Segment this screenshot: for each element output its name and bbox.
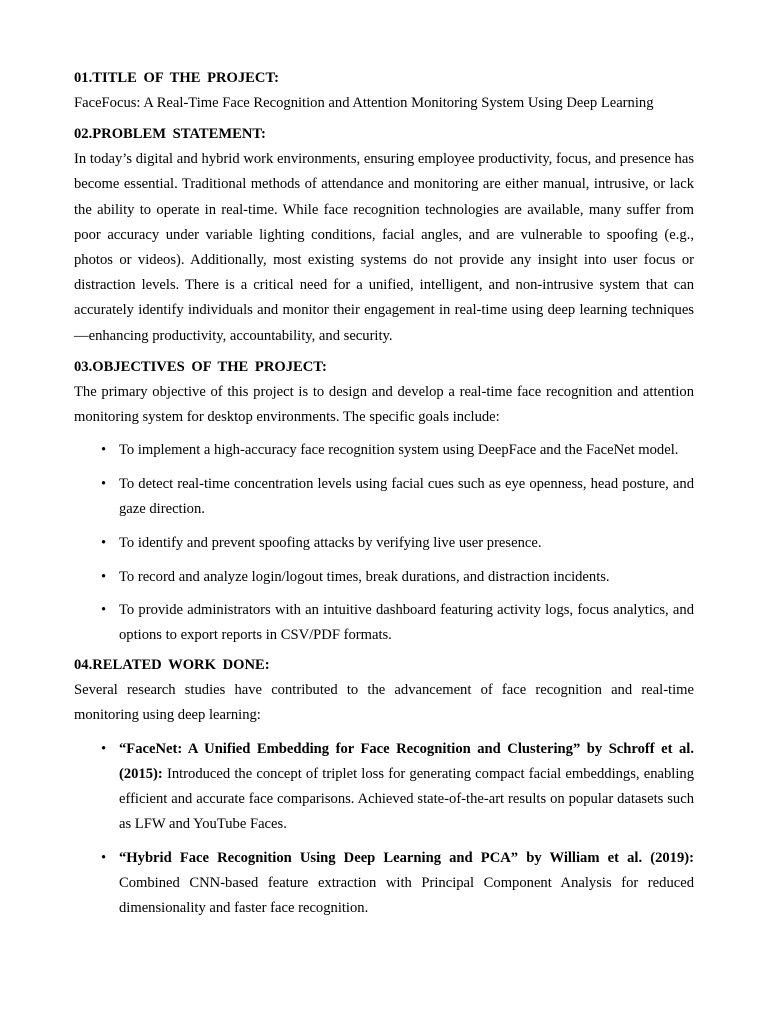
list-item — [101, 846, 694, 922]
work-citation: “Hybrid Face Recognition Using Deep Learning and PCA” by William et al. (2019): — [119, 849, 694, 866]
objectives-intro-paragraph: The primary objective of this project is to design and develop a real-time face recognition and attention monitoring system for desktop environments. The specific goals include: — [74, 383, 694, 426]
bullet-icon: • — [101, 602, 107, 619]
bullet-icon: • — [101, 740, 107, 757]
bullet-icon: • — [101, 442, 107, 459]
section-related-work — [74, 653, 694, 921]
list-item — [101, 472, 694, 522]
bullet-icon: • — [101, 849, 107, 866]
bullet-icon: • — [101, 568, 107, 585]
section-heading-title: 01.TITLE OF THE PROJECT: — [74, 70, 279, 86]
work-description: Combined CNN-based feature extraction with Principal Component Analysis for reduced dimensionality and faster face recognition. — [119, 875, 694, 917]
list-item-text: To provide administrators with an intuitive dashboard featuring activity logs, focus analytics, and options to export reports in CSV/PDF formats. — [119, 602, 694, 644]
work-description: Introduced the concept of triplet loss for generating compact facial embeddings, enabling efficient and accurate face comparisons. Achieved state-of-the-art results on popular datasets such as LFW and YouTube Faces. — [119, 765, 694, 833]
list-item — [101, 565, 694, 590]
list-item-text: To identify and prevent spoofing attacks by verifying live user presence. — [119, 534, 542, 551]
section-heading-problem: 02.PROBLEM STATEMENT: — [74, 126, 266, 143]
section-heading-objectives: 03.OBJECTIVES OF THE PROJECT: — [74, 358, 327, 375]
list-item — [101, 531, 694, 556]
list-item — [101, 598, 694, 648]
list-item-text: To implement a high-accuracy face recognition system using DeepFace and the FaceNet model. — [119, 442, 679, 459]
list-item-text: To detect real-time concentration levels using facial cues such as eye openness, head posture, and gaze direction. — [119, 475, 694, 518]
section-objectives — [74, 355, 694, 649]
related-work-list — [74, 737, 694, 922]
list-item — [101, 438, 694, 463]
section-title — [74, 66, 694, 116]
list-item — [101, 737, 694, 838]
project-title-text: FaceFocus: A Real-Time Face Recognition and Attention Monitoring System Using Deep Learning — [74, 95, 654, 111]
related-work-intro-paragraph: Several research studies have contributed to the advancement of face recognition and real-time monitoring using deep learning: — [74, 682, 694, 724]
section-problem-statement — [74, 122, 694, 349]
work-citation: “FaceNet: A Unified Embedding for Face Recognition and Clustering” by Schroff et al. (2015): — [119, 740, 694, 782]
list-item-text: To record and analyze login/logout times, break durations, and distraction incidents. — [119, 568, 610, 585]
objectives-list — [74, 438, 694, 648]
bullet-icon: • — [101, 534, 107, 551]
problem-statement-paragraph: In today’s digital and hybrid work environments, ensuring employee productivity, focus, and presence has become essential. Traditional methods of attendance and monitoring are either manual, intrusive, or lack the ability to operate in real-time. While face recognition technologies are available, many suffer from poor accuracy under variable lighting conditions, facial angles, and are vulnerable to spoofing (e.g., photos or videos). Additionally, most existing systems do not provide any insight into user focus or distraction levels. There is a critical need for a unified, intelligent, and non-intrusive system that can accurately identify individuals and monitor their engagement in real-time using deep learning techniques—enhancing productivity, accountability, and security. — [74, 151, 694, 344]
bullet-icon: • — [101, 475, 107, 492]
section-heading-related-work: 04.RELATED WORK DONE: — [74, 657, 270, 674]
